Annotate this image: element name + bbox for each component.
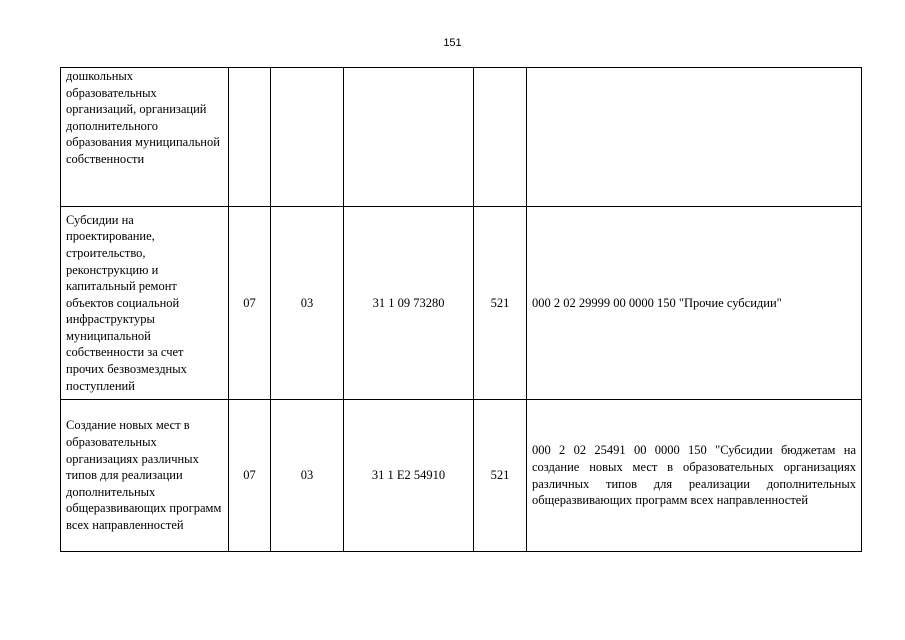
row-name-cell: Создание новых мест в образовательных организациях различных типов для реализации дополнительных общеразвивающих программ всех направленностей xyxy=(61,400,229,552)
subsection-code-cell: 03 xyxy=(271,207,344,400)
section-code-cell xyxy=(229,68,271,207)
table-row xyxy=(61,68,862,207)
target-article-cell: 31 1 09 73280 xyxy=(344,207,474,400)
subsection-code-cell xyxy=(271,68,344,207)
expense-type-cell: 521 xyxy=(474,207,527,400)
page-number: 151 xyxy=(443,37,462,49)
target-article-cell: 31 1 E2 54910 xyxy=(344,400,474,552)
table-row xyxy=(61,207,862,400)
revenue-code-cell: 000 2 02 29999 00 0000 150 "Прочие субсидии" xyxy=(527,207,862,400)
target-article-cell xyxy=(344,68,474,207)
row-name-cell: дошкольных образовательных организаций, организаций дополнительного образования муниципальной собственности xyxy=(61,68,229,207)
expense-type-cell: 521 xyxy=(474,400,527,552)
row-name-cell: Субсидии на проектирование, строительство, реконструкцию и капитальный ремонт объектов социальной инфраструктуры муниципальной собственности за счет прочих безвозмездных поступлений xyxy=(61,207,229,400)
revenue-code-cell: 000 2 02 25491 00 0000 150 "Субсидии бюджетам на создание новых мест в образовательных организациях различных типов для реализации дополнительных общеразвивающих программ всех направленностей xyxy=(527,400,862,552)
section-code-cell: 07 xyxy=(229,400,271,552)
expense-type-cell xyxy=(474,68,527,207)
subsection-code-cell: 03 xyxy=(271,400,344,552)
budget-table xyxy=(60,67,862,552)
revenue-code-cell xyxy=(527,68,862,207)
section-code-cell: 07 xyxy=(229,207,271,400)
table-row xyxy=(61,400,862,552)
